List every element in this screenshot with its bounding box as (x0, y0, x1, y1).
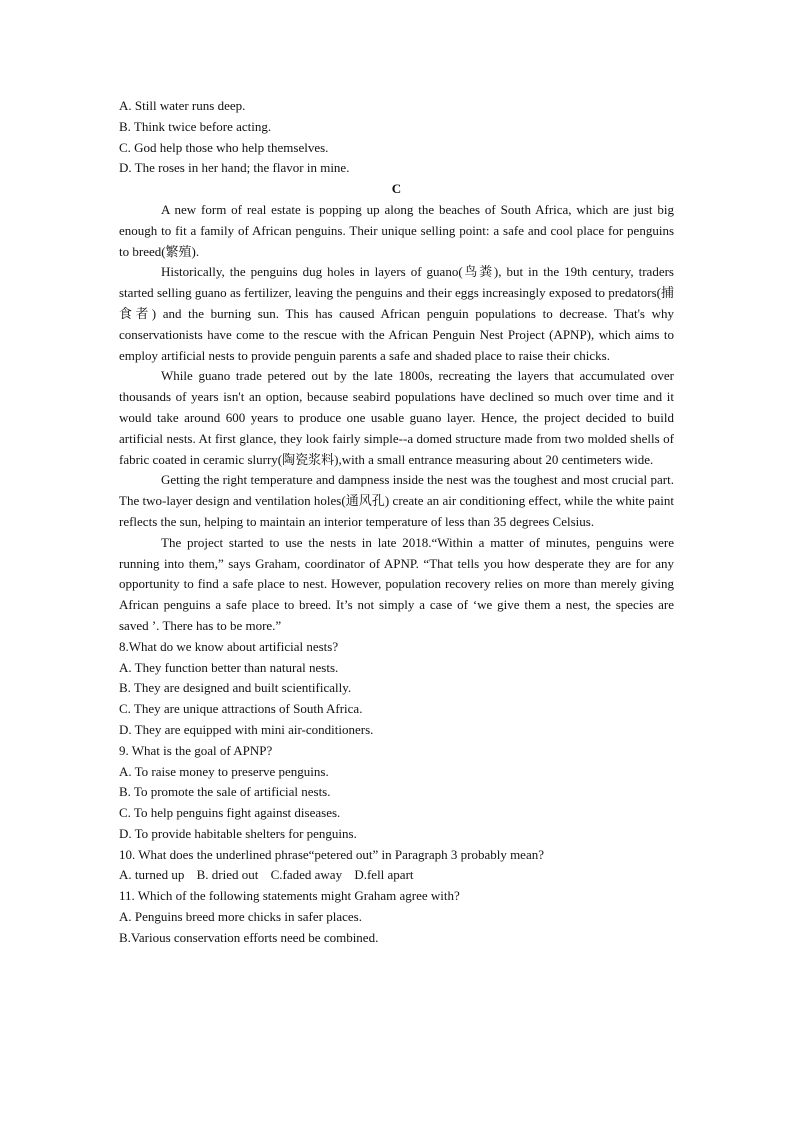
prev-option-b: B. Think twice before acting. (119, 118, 272, 134)
question-9-option-d: D. To provide habitable shelters for penguins. (119, 825, 357, 841)
question-9-option-c: C. To help penguins fight against diseases. (119, 805, 341, 821)
question-10-option-b: B. dried out (196, 867, 259, 883)
paragraph-4: Getting the right temperature and dampness inside the nest was the toughest and most crucial part. The two-layer design and ventilation holes(通风孔) create an air conditioning effect, while the white paint reflects the sun, helping to maintain an interior temperature of less than 35 degrees Celsius. (119, 472, 674, 529)
question-8-option-b: B. They are designed and built scientifically. (119, 680, 352, 696)
question-11-option-b: B.Various conservation efforts need be combined. (119, 929, 379, 945)
question-11-option-a: A. Penguins breed more chicks in safer places. (119, 909, 362, 925)
question-9-stem: 9. What is the goal of APNP? (119, 742, 273, 758)
question-8-stem: 8.What do we know about artificial nests? (119, 638, 339, 654)
question-11-stem: 11. Which of the following statements might Graham agree with? (119, 888, 460, 904)
paragraph-1: A new form of real estate is popping up along the beaches of South Africa, which are just big enough to fit a family of African penguins. Their unique selling point: a safe and cool place for penguins to breed(繁殖). (119, 201, 674, 259)
question-10-option-d: D.fell apart (354, 867, 414, 883)
prev-option-c: C. God help those who help themselves. (119, 139, 329, 155)
section-heading: C (391, 181, 402, 197)
document-page (119, 96, 674, 949)
question-10-option-c: C.faded away (270, 867, 343, 883)
prev-option-d: D. The roses in her hand; the flavor in mine. (119, 160, 350, 176)
question-8-option-d: D. They are equipped with mini air-conditioners. (119, 721, 374, 737)
question-9-option-a: A. To raise money to preserve penguins. (119, 763, 329, 779)
paragraph-3: While guano trade petered out by the late 1800s, recreating the layers that accumulated over thousands of years isn't an option, because seabird populations have declined so much over time and it would take around 600 years to produce one usable guano layer. Hence, the project decided to build artificial nests. At first glance, they look fairly simple--a domed structure made from two molded shells of fabric coated in ceramic slurry(陶瓷浆料),with a small entrance measuring about 20 centimeters wide. (119, 368, 674, 467)
question-10-option-a: A. turned up (119, 867, 185, 883)
question-8-option-a: A. They function better than natural nests. (119, 659, 339, 675)
question-9-option-b: B. To promote the sale of artificial nests. (119, 784, 331, 800)
paragraph-5: The project started to use the nests in late 2018.“Within a matter of minutes, penguins were running into them,” says Graham, coordinator of APNP. “That tells you how desperate they are for any opportunity to find a safe place to nest. However, population recovery relies on more than merely giving African penguins a safe place to breed. It’s not simply a case of ‘we give them a nest, the species are saved ’. There has to be more.” (119, 534, 674, 633)
paragraph-2: Historically, the penguins dug holes in layers of guano(鸟粪), but in the 19th century, traders started selling guano as fertilizer, leaving the penguins and their eggs increasingly exposed to predators(捕食者) and the burning sun. This has caused African penguin populations to decrease. That's why conservationists have come to the rescue with the African Penguin Nest Project (APNP), which aims to employ artificial nests to provide penguin parents a safe and shaded place to raise their chicks. (119, 264, 674, 363)
question-10-stem: 10. What does the underlined phrase“petered out” in Paragraph 3 probably mean? (119, 846, 544, 862)
question-8-option-c: C. They are unique attractions of South Africa. (119, 701, 363, 717)
prev-option-a: A. Still water runs deep. (119, 98, 246, 113)
question-10-options (119, 865, 674, 886)
